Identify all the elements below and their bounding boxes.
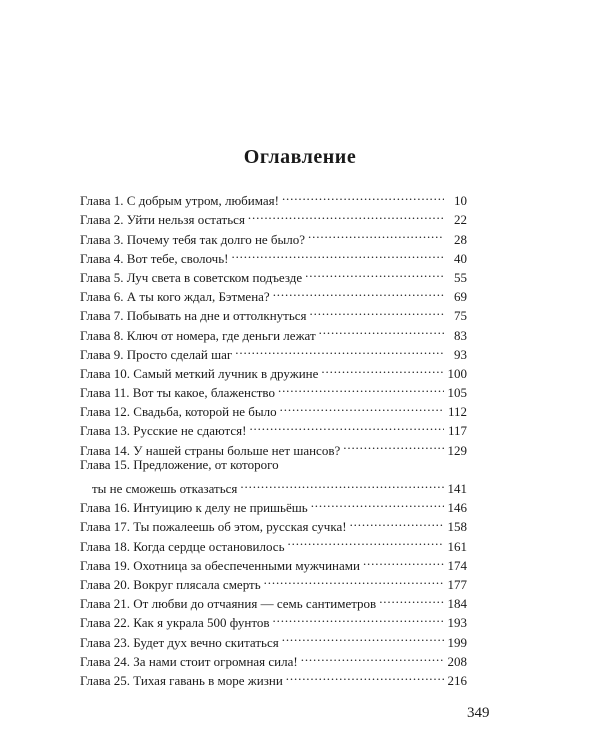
toc-entry [80, 186, 467, 209]
toc-entry-page: 146 [447, 500, 467, 516]
toc-entry-page: 208 [447, 653, 467, 669]
toc-entry-label: Глава 21. От любви до отчаяния — семь сантиметров [80, 596, 377, 612]
toc-entry-page: 83 [454, 327, 467, 343]
toc-entry-label: Глава 7. Побывать на дне и оттолкнуться [80, 308, 307, 324]
toc-entry-label: Глава 15. Предложение, от которого [80, 456, 279, 472]
dot-leader [311, 493, 444, 512]
dot-leader [363, 551, 444, 570]
toc-entry-page: 100 [447, 365, 467, 381]
toc-entry-page: 174 [447, 557, 467, 573]
dot-leader [379, 589, 444, 608]
dot-leader [264, 570, 444, 589]
page-number: 349 [467, 705, 490, 721]
dot-leader [249, 416, 444, 435]
toc-entry-label: Глава 25. Тихая гавань в море жизни [80, 672, 283, 688]
toc-entry-label: Глава 8. Ключ от номера, где деньги лежат [80, 327, 316, 343]
toc-entry-label: Глава 11. Вот ты какое, блаженство [80, 385, 275, 401]
toc-entry-label: Глава 6. А ты кого ждал, Бэтмена? [80, 289, 270, 305]
dot-leader [235, 340, 444, 359]
toc-entry-first-line [80, 455, 467, 474]
dot-leader [273, 608, 444, 627]
toc-entry [80, 474, 467, 496]
dot-leader [286, 666, 444, 685]
toc-entry-label: Глава 4. Вот тебе, сволочь! [80, 250, 229, 266]
toc-entry-page: 216 [447, 672, 467, 688]
toc-entry-page: 112 [447, 404, 467, 420]
toc-entry-page: 141 [447, 481, 467, 496]
toc-entry-label: Глава 3. Почему тебя так долго не было? [80, 231, 306, 247]
toc-entry-label: Глава 2. Уйти нельзя остаться [80, 212, 245, 228]
toc-entry-page: 40 [454, 250, 467, 266]
dot-leader [231, 244, 444, 263]
toc-entry-label: Глава 20. Вокруг плясала смерть [80, 576, 261, 592]
dot-leader [301, 647, 444, 666]
toc-entry-label: Глава 1. С добрым утром, любимая! [80, 193, 279, 209]
dot-leader [350, 512, 444, 531]
toc-entry-page: 28 [454, 231, 467, 247]
toc-entry-label: Глава 24. За нами стоит огромная сила! [80, 653, 298, 669]
toc-entry-page: 193 [447, 615, 467, 631]
toc-entry-label: Глава 22. Как я украла 500 фунтов [80, 615, 270, 631]
toc-entry-label: Глава 19. Охотница за обеспеченными мужчинами [80, 557, 360, 573]
toc-entry-page: 129 [447, 442, 467, 458]
toc-entry-page: 22 [454, 212, 467, 228]
toc-entry-page: 161 [447, 538, 467, 554]
toc-entry-label: Глава 18. Когда сердце остановилось [80, 538, 285, 554]
dot-leader [308, 224, 444, 243]
dot-leader [273, 282, 444, 301]
dot-leader [248, 205, 444, 224]
toc-entry-page: 55 [454, 269, 467, 285]
dot-leader [280, 397, 444, 416]
toc-list [80, 186, 467, 688]
toc-entry-page: 177 [447, 576, 467, 592]
dot-leader [310, 301, 444, 320]
toc-entry-page: 69 [454, 289, 467, 305]
toc-entry-page: 10 [454, 193, 467, 209]
dot-leader [282, 627, 444, 646]
toc-entry-page: 158 [447, 519, 467, 535]
toc-entry-label: Глава 16. Интуицию к делу не пришьёшь [80, 500, 308, 516]
toc-entry-label-continued: ты не сможешь отказаться [92, 481, 238, 496]
toc-entry-page: 105 [447, 385, 467, 401]
toc-entry-page: 93 [454, 346, 467, 362]
toc-entry-page: 117 [447, 423, 467, 439]
toc-entry-label: Глава 17. Ты пожалеешь об этом, русская сучка! [80, 519, 347, 535]
toc-entry-label: Глава 12. Свадьба, которой не было [80, 404, 277, 420]
toc-entry-label: Глава 9. Просто сделай шаг [80, 346, 233, 362]
dot-leader [282, 186, 444, 205]
dot-leader [278, 378, 444, 397]
dot-leader [321, 359, 444, 378]
dot-leader [305, 263, 444, 282]
toc-entry-label: Глава 5. Луч света в советском подъезде [80, 269, 303, 285]
dot-leader [288, 531, 444, 550]
dot-leader [319, 320, 444, 339]
toc-entry-label: Глава 10. Самый меткий лучник в дружине [80, 365, 319, 381]
toc-entry-label: Глава 23. Будет дух вечно скитаться [80, 634, 279, 650]
dot-leader [240, 474, 444, 493]
dot-leader [343, 435, 444, 454]
toc-entry-page: 199 [447, 634, 467, 650]
toc-heading: Оглавление [243, 146, 357, 168]
toc-entry-page: 184 [447, 596, 467, 612]
toc-entry-label: Глава 14. У нашей страны больше нет шансов? [80, 442, 341, 458]
toc-entry-page: 75 [454, 308, 467, 324]
toc-entry-label: Глава 13. Русские не сдаются! [80, 423, 247, 439]
